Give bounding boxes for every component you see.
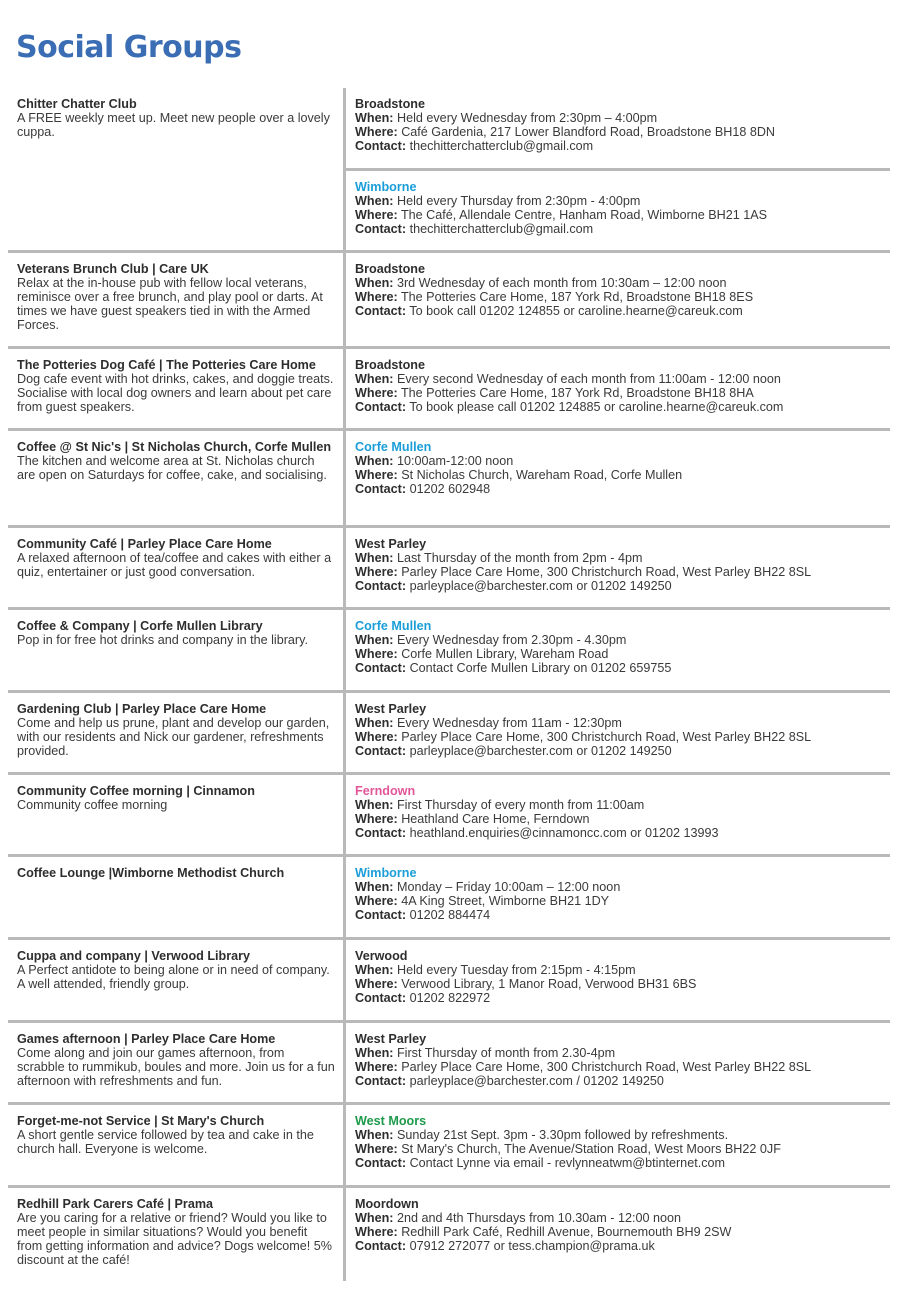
- when-value: First Thursday of every month from 11:00am: [396, 798, 645, 812]
- contact-label: Contact:: [355, 400, 407, 414]
- session-contact: [355, 744, 895, 758]
- contact-label: Contact:: [355, 482, 407, 496]
- contact-value: To book please call 01202 124885 or caroline.hearne@careuk.com: [409, 400, 784, 414]
- contact-value: 01202 602948: [409, 482, 491, 496]
- session-where: [355, 565, 895, 579]
- contact-value: Contact Corfe Mullen Library on 01202 659755: [409, 661, 672, 675]
- when-value: Monday – Friday 10:00am – 12:00 noon: [396, 880, 621, 894]
- session-details: [355, 440, 895, 496]
- group-info: [17, 537, 335, 579]
- group-info: [17, 784, 335, 812]
- session-when: [355, 798, 895, 812]
- where-label: Where:: [355, 1142, 398, 1156]
- session-when: [355, 880, 895, 894]
- row-divider: [8, 854, 890, 857]
- session-location: Verwood: [355, 949, 408, 963]
- where-label: Where:: [355, 565, 398, 579]
- when-label: When:: [355, 1128, 394, 1142]
- where-value: St Mary's Church, The Avenue/Station Road, West Moors BH22 0JF: [401, 1142, 781, 1156]
- where-value: Heathland Care Home, Ferndown: [401, 812, 590, 826]
- row-divider: [8, 1102, 890, 1105]
- row-divider: [8, 607, 890, 610]
- when-value: 3rd Wednesday of each month from 10:30am – 12:00 noon: [396, 276, 727, 290]
- contact-value: 01202 822972: [409, 991, 491, 1005]
- contact-value: Contact Lynne via email - revlynneatwm@btinternet.com: [409, 1156, 725, 1170]
- session-contact: [355, 579, 895, 593]
- contact-label: Contact:: [355, 304, 407, 318]
- session-location: Broadstone: [355, 262, 425, 276]
- group-info: [17, 358, 335, 414]
- where-value: St Nicholas Church, Wareham Road, Corfe Mullen: [401, 468, 683, 482]
- when-value: Held every Tuesday from 2:15pm - 4:15pm: [396, 963, 636, 977]
- session-contact: [355, 661, 895, 675]
- session-when: [355, 1211, 895, 1225]
- session-where: [355, 1060, 895, 1074]
- session-details: [355, 1032, 895, 1088]
- session-location: West Parley: [355, 702, 427, 716]
- when-label: When:: [355, 1046, 394, 1060]
- where-value: Parley Place Care Home, 300 Christchurch Road, West Parley BH22 8SL: [401, 1060, 812, 1074]
- session-location: Wimborne: [355, 866, 417, 880]
- session-contact: [355, 1156, 895, 1170]
- when-label: When:: [355, 880, 394, 894]
- session-location: Moordown: [355, 1197, 419, 1211]
- session-when: [355, 551, 895, 565]
- group-name: Forget-me-not Service | St Mary's Church: [17, 1114, 265, 1128]
- row-divider: [8, 1185, 890, 1188]
- session-contact: [355, 482, 895, 496]
- group-description: The kitchen and welcome area at St. Nicholas church are open on Saturdays for coffee, cake, and socialising.: [17, 454, 327, 482]
- when-label: When:: [355, 633, 394, 647]
- group-info: [17, 262, 335, 332]
- session-where: [355, 125, 895, 139]
- group-description: Come along and join our games afternoon, from scrabble to rummikub, boules and more. Join us for a fun afternoon with refreshments and fun.: [17, 1046, 335, 1088]
- where-label: Where:: [355, 894, 398, 908]
- contact-label: Contact:: [355, 579, 407, 593]
- contact-value: thechitterchatterclub@gmail.com: [409, 139, 594, 153]
- where-label: Where:: [355, 1060, 398, 1074]
- where-label: Where:: [355, 468, 398, 482]
- contact-value: heathland.enquiries@cinnamoncc.com or 01202 13993: [409, 826, 719, 840]
- session-when: [355, 1046, 895, 1060]
- session-location: Broadstone: [355, 358, 425, 372]
- when-label: When:: [355, 551, 394, 565]
- where-value: Parley Place Care Home, 300 Christchurch Road, West Parley BH22 8SL: [401, 730, 812, 744]
- group-description: Community coffee morning: [17, 798, 168, 812]
- session-contact: [355, 222, 895, 236]
- when-label: When:: [355, 276, 394, 290]
- session-details: [355, 702, 895, 758]
- where-label: Where:: [355, 647, 398, 661]
- group-info: [17, 1032, 335, 1088]
- session-contact: [355, 1239, 895, 1253]
- session-details: [355, 97, 895, 153]
- contact-label: Contact:: [355, 1074, 407, 1088]
- contact-label: Contact:: [355, 826, 407, 840]
- session-details: [355, 619, 895, 675]
- group-description: A short gentle service followed by tea and cake in the church hall. Everyone is welcome.: [17, 1128, 314, 1156]
- session-contact: [355, 139, 895, 153]
- contact-label: Contact:: [355, 908, 407, 922]
- group-name: Redhill Park Carers Café | Prama: [17, 1197, 214, 1211]
- group-info: [17, 1114, 335, 1156]
- when-label: When:: [355, 1211, 394, 1225]
- session-contact: [355, 304, 895, 318]
- group-name: Coffee @ St Nic's | St Nicholas Church, Corfe Mullen: [17, 440, 332, 454]
- contact-value: parleyplace@barchester.com / 01202 149250: [409, 1074, 664, 1088]
- session-contact: [355, 908, 895, 922]
- contact-label: Contact:: [355, 222, 407, 236]
- when-label: When:: [355, 194, 394, 208]
- session-contact: [355, 826, 895, 840]
- session-location: Corfe Mullen: [355, 440, 432, 454]
- when-label: When:: [355, 454, 394, 468]
- when-value: First Thursday of month from 2.30-4pm: [396, 1046, 616, 1060]
- group-info: [17, 702, 335, 758]
- contact-value: thechitterchatterclub@gmail.com: [409, 222, 594, 236]
- group-name: Gardening Club | Parley Place Care Home: [17, 702, 267, 716]
- where-label: Where:: [355, 208, 398, 222]
- group-info: [17, 949, 335, 991]
- session-location: Corfe Mullen: [355, 619, 432, 633]
- when-value: Every Wednesday from 11am - 12:30pm: [396, 716, 622, 730]
- group-info: [17, 619, 335, 647]
- when-value: Held every Thursday from 2:30pm - 4:00pm: [396, 194, 641, 208]
- session-location: Ferndown: [355, 784, 416, 798]
- session-location: West Parley: [355, 537, 427, 551]
- contact-value: parleyplace@barchester.com or 01202 149250: [409, 744, 672, 758]
- contact-value: 07912 272077 or tess.champion@prama.uk: [409, 1239, 655, 1253]
- session-contact: [355, 991, 895, 1005]
- session-when: [355, 716, 895, 730]
- session-location: Broadstone: [355, 97, 425, 111]
- where-value: Verwood Library, 1 Manor Road, Verwood BH31 6BS: [401, 977, 697, 991]
- group-name: Games afternoon | Parley Place Care Home: [17, 1032, 276, 1046]
- session-where: [355, 812, 895, 826]
- row-divider: [8, 690, 890, 693]
- row-divider: [8, 937, 890, 940]
- when-label: When:: [355, 798, 394, 812]
- group-description: Are you caring for a relative or friend? Would you like to meet people in similar situations? Would you benefit from getting information and advice? Dogs welcome! 5% discount at the café!: [17, 1211, 333, 1267]
- where-label: Where:: [355, 977, 398, 991]
- session-where: [355, 730, 895, 744]
- session-details: [355, 866, 895, 922]
- session-contact: [355, 1074, 895, 1088]
- group-name: The Potteries Dog Café | The Potteries Care Home: [17, 358, 316, 372]
- page-title: Social Groups: [16, 30, 242, 65]
- group-info: [17, 97, 335, 139]
- where-label: Where:: [355, 1225, 398, 1239]
- where-label: Where:: [355, 386, 398, 400]
- contact-label: Contact:: [355, 139, 407, 153]
- contact-label: Contact:: [355, 1239, 407, 1253]
- session-details: [355, 358, 895, 414]
- session-details: [355, 537, 895, 593]
- session-when: [355, 454, 895, 468]
- session-where: [355, 894, 895, 908]
- group-description: Relax at the in-house pub with fellow local veterans, reminisce over a free brunch, and play pool or darts. At times we have guest speakers tied in with the Armed Forces.: [17, 276, 323, 332]
- session-contact: [355, 400, 895, 414]
- group-info: [17, 866, 335, 880]
- group-description: A Perfect antidote to being alone or in need of company. A well attended, friendly group.: [17, 963, 330, 991]
- group-description: Dog cafe event with hot drinks, cakes, and doggie treats. Socialise with local dog owners and learn about pet care from guest speakers.: [17, 372, 334, 414]
- contact-label: Contact:: [355, 991, 407, 1005]
- session-details: [355, 784, 895, 840]
- when-value: 2nd and 4th Thursdays from 10.30am - 12:00 noon: [396, 1211, 681, 1225]
- group-description: Pop in for free hot drinks and company in the library.: [17, 633, 308, 647]
- session-where: [355, 290, 895, 304]
- where-value: Corfe Mullen Library, Wareham Road: [401, 647, 609, 661]
- group-name: Veterans Brunch Club | Care UK: [17, 262, 209, 276]
- where-value: The Café, Allendale Centre, Hanham Road, Wimborne BH21 1AS: [400, 208, 768, 222]
- row-divider: [345, 168, 890, 171]
- when-label: When:: [355, 716, 394, 730]
- when-value: 10:00am-12:00 noon: [396, 454, 514, 468]
- contact-label: Contact:: [355, 1156, 407, 1170]
- session-where: [355, 1225, 895, 1239]
- session-details: [355, 949, 895, 1005]
- group-name: Chitter Chatter Club: [17, 97, 137, 111]
- when-label: When:: [355, 372, 394, 386]
- group-name: Community Café | Parley Place Care Home: [17, 537, 272, 551]
- contact-label: Contact:: [355, 744, 407, 758]
- group-name: Community Coffee morning | Cinnamon: [17, 784, 255, 798]
- row-divider: [8, 525, 890, 528]
- when-label: When:: [355, 963, 394, 977]
- contact-label: Contact:: [355, 661, 407, 675]
- session-when: [355, 372, 895, 386]
- when-value: Last Thursday of the month from 2pm - 4pm: [396, 551, 643, 565]
- when-value: Sunday 21st Sept. 3pm - 3.30pm followed by refreshments.: [396, 1128, 729, 1142]
- session-when: [355, 963, 895, 977]
- when-value: Every Wednesday from 2.30pm - 4.30pm: [396, 633, 627, 647]
- session-where: [355, 468, 895, 482]
- where-label: Where:: [355, 125, 398, 139]
- session-where: [355, 977, 895, 991]
- row-divider: [8, 772, 890, 775]
- row-divider: [8, 1020, 890, 1023]
- where-value: The Potteries Care Home, 187 York Rd, Broadstone BH18 8ES: [400, 290, 754, 304]
- session-where: [355, 386, 895, 400]
- session-when: [355, 1128, 895, 1142]
- row-divider: [8, 428, 890, 431]
- where-label: Where:: [355, 290, 398, 304]
- where-value: Parley Place Care Home, 300 Christchurch Road, West Parley BH22 8SL: [401, 565, 812, 579]
- group-name: Coffee & Company | Corfe Mullen Library: [17, 619, 263, 633]
- session-location: Wimborne: [355, 180, 417, 194]
- contact-value: parleyplace@barchester.com or 01202 149250: [409, 579, 672, 593]
- row-divider: [8, 346, 890, 349]
- session-when: [355, 276, 895, 290]
- group-description: A FREE weekly meet up. Meet new people over a lovely cuppa.: [17, 111, 330, 139]
- when-value: Every second Wednesday of each month from 11:00am - 12:00 noon: [396, 372, 781, 386]
- where-value: 4A King Street, Wimborne BH21 1DY: [401, 894, 610, 908]
- session-details: [355, 1114, 895, 1170]
- group-name: Coffee Lounge |Wimborne Methodist Church: [17, 866, 285, 880]
- session-where: [355, 208, 895, 222]
- session-details: [355, 180, 895, 236]
- group-description: Come and help us prune, plant and develop our garden, with our residents and Nick our gardener, refreshments provided.: [17, 716, 330, 758]
- session-details: [355, 1197, 895, 1253]
- session-when: [355, 194, 895, 208]
- session-when: [355, 633, 895, 647]
- group-description: A relaxed afternoon of tea/coffee and cakes with either a quiz, entertainer or just good conversation.: [17, 551, 332, 579]
- session-where: [355, 647, 895, 661]
- contact-value: 01202 884474: [409, 908, 491, 922]
- contact-value: To book call 01202 124855 or caroline.hearne@careuk.com: [409, 304, 743, 318]
- where-value: The Potteries Care Home, 187 York Rd, Broadstone BH18 8HA: [400, 386, 754, 400]
- when-label: When:: [355, 111, 394, 125]
- when-value: Held every Wednesday from 2:30pm – 4:00pm: [396, 111, 658, 125]
- where-value: Redhill Park Café, Redhill Avenue, Bournemouth BH9 2SW: [401, 1225, 732, 1239]
- group-info: [17, 440, 335, 482]
- session-details: [355, 262, 895, 318]
- row-divider: [8, 250, 890, 253]
- group-name: Cuppa and company | Verwood Library: [17, 949, 251, 963]
- group-info: [17, 1197, 335, 1267]
- where-label: Where:: [355, 730, 398, 744]
- session-when: [355, 111, 895, 125]
- where-label: Where:: [355, 812, 398, 826]
- where-value: Café Gardenia, 217 Lower Blandford Road, Broadstone BH18 8DN: [401, 125, 776, 139]
- session-location: West Moors: [355, 1114, 427, 1128]
- session-location: West Parley: [355, 1032, 427, 1046]
- session-where: [355, 1142, 895, 1156]
